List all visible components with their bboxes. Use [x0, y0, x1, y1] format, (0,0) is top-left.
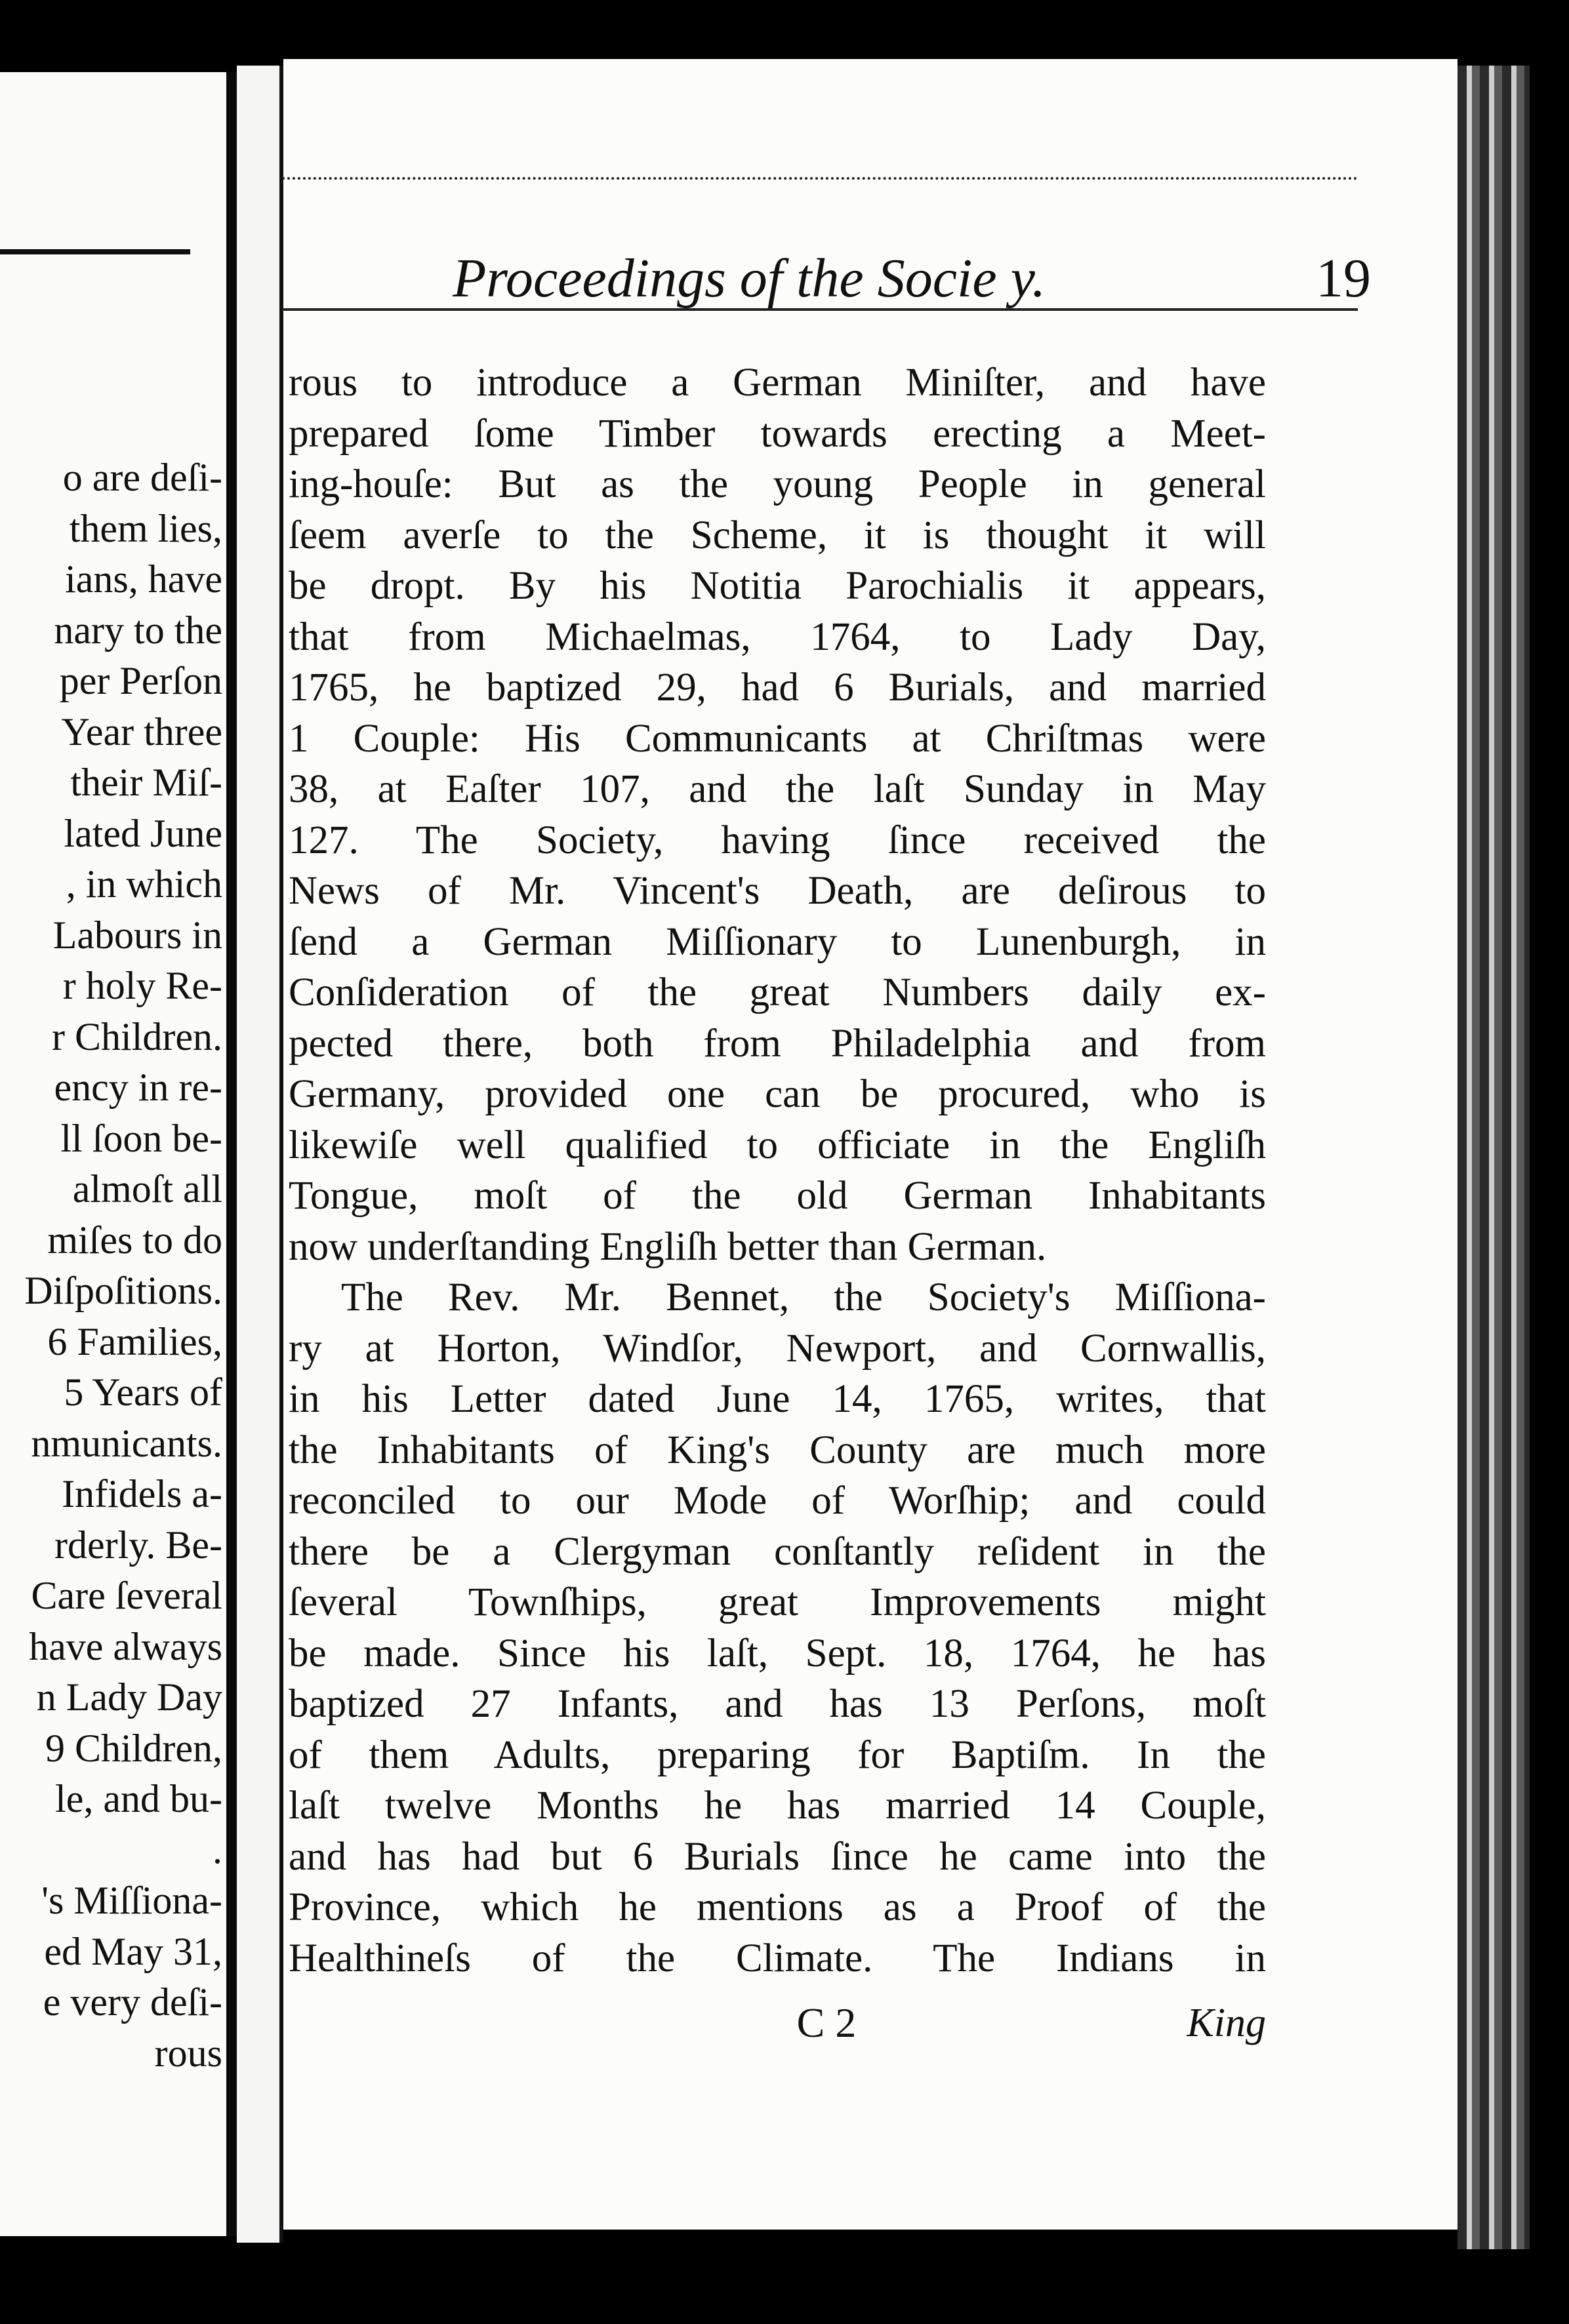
facing-page-text	[0, 452, 226, 2079]
facing-text-line: e very deſi-	[43, 1980, 222, 2024]
page-edges	[1457, 66, 1530, 2249]
signature-mark: C 2	[796, 1999, 857, 2046]
text-line: that from Michaelmas, 1764, to Lady Day,	[289, 614, 1266, 659]
catchword: King	[1187, 2001, 1266, 2045]
text-line: The Rev. Mr. Bennet, the Society's Miſſiona-	[341, 1275, 1266, 1319]
facing-text-line: Year three	[61, 710, 222, 753]
facing-text-line: nary to the	[54, 608, 222, 652]
facing-text-line: ians, have	[65, 557, 222, 601]
facing-text-line: .	[213, 1828, 222, 1872]
facing-text-line: miſes to do	[47, 1218, 222, 1262]
facing-text-line: Care ſeveral	[31, 1574, 222, 1617]
facing-text-line: Diſpoſitions.	[24, 1269, 222, 1312]
facing-text-line: them lies,	[69, 506, 222, 550]
text-line: ſeem averſe to the Scheme, it is thought it will	[289, 513, 1266, 557]
text-line: Province, which he mentions as a Proof of the	[289, 1885, 1266, 1929]
facing-text-line: 9 Children,	[45, 1726, 222, 1770]
facing-text-line: , in which	[66, 862, 222, 906]
facing-text-line: r Children.	[52, 1014, 222, 1058]
text-line: ſend a German Miſſionary to Lunenburgh, in	[289, 919, 1266, 964]
body-text	[289, 357, 1266, 1984]
facing-text-line: 5 Years of	[64, 1371, 222, 1414]
text-line: ing-houſe: But as the young People in general	[289, 462, 1266, 506]
facing-text-line: ll ſoon be-	[60, 1116, 222, 1160]
facing-text-line: Labours in	[52, 913, 222, 957]
facing-text-line: 6 Families,	[47, 1319, 222, 1363]
facing-text-line: rous	[154, 2031, 222, 2075]
facing-text-line: their Miſ-	[70, 761, 222, 804]
text-line: Germany, provided one can be procured, who is	[289, 1072, 1266, 1116]
facing-text-line: nmunicants.	[31, 1421, 222, 1465]
text-line: laſt twelve Months he has married 14 Couple,	[289, 1784, 1266, 1828]
text-line: Conſideration of the great Numbers daily ex-	[289, 971, 1266, 1014]
facing-text-line: r holy Re-	[62, 964, 222, 1007]
text-line: there be a Clergyman conſtantly reſident in the	[289, 1529, 1266, 1574]
text-line: rous to introduce a German Miniſter, and have	[289, 361, 1266, 405]
facing-text-line: Infidels a-	[62, 1472, 222, 1515]
text-line: the Inhabitants of King's County are much more	[289, 1428, 1266, 1472]
text-line: pected there, both from Philadelphia and from	[289, 1021, 1266, 1066]
running-head: Proceedings of the Socie y.	[453, 248, 1046, 309]
header-rule-top	[282, 177, 1358, 183]
text-line: reconciled to our Mode of Worſhip; and could	[289, 1479, 1266, 1523]
gutter	[226, 72, 237, 2236]
facing-text-line: ed May 31,	[44, 1929, 222, 1973]
text-line: prepared ſome Timber towards erecting a Meet-	[289, 411, 1266, 456]
text-line: be dropt. By his Notitia Parochialis it appears,	[289, 564, 1266, 608]
facing-text-line: rderly. Be-	[54, 1523, 222, 1567]
header-rule-bottom	[282, 308, 1358, 314]
text-line: now underſtanding Engliſh better than German.	[289, 1224, 1047, 1269]
page-number: 19	[1316, 248, 1371, 309]
text-line: ſeveral Townſhips, great Improvements might	[289, 1580, 1266, 1624]
facing-text-line: per Perſon	[59, 659, 222, 702]
facing-page-rule	[0, 249, 190, 254]
text-line: Tongue, moſt of the old German Inhabitants	[289, 1174, 1266, 1218]
text-line: baptized 27 Infants, and has 13 Perſons, moſt	[289, 1682, 1266, 1726]
facing-page-fragment	[0, 72, 226, 2236]
facing-text-line: 's Miſſiona-	[41, 1879, 222, 1922]
text-line: Healthineſs of the Climate. The Indians in	[289, 1936, 1266, 1980]
text-line: News of Mr. Vincent's Death, are deſirous to	[289, 869, 1266, 913]
facing-text-line: o are deſi-	[62, 456, 222, 499]
text-line: in his Letter dated June 14, 1765, writes, that	[289, 1377, 1266, 1421]
facing-text-line: le, and bu-	[55, 1777, 222, 1820]
text-line: likewiſe well qualified to officiate in the Engliſh	[289, 1123, 1266, 1167]
facing-text-line: ency in re-	[54, 1066, 222, 1109]
facing-text-line: n Lady Day	[36, 1675, 222, 1719]
text-line: 38, at Eaſter 107, and the laſt Sunday in May	[289, 767, 1266, 811]
text-line: 1765, he baptized 29, had 6 Burials, and married	[289, 666, 1266, 710]
page-divider	[237, 66, 283, 2243]
facing-text-line: lated June	[64, 811, 222, 855]
text-line: be made. Since his laſt, Sept. 18, 1764, he has	[289, 1631, 1266, 1675]
text-line: and has had but 6 Burials ſince he came into the	[289, 1834, 1266, 1879]
facing-text-line: almoſt all	[72, 1167, 222, 1211]
text-line: of them Adults, preparing for Baptiſm. In the	[289, 1733, 1266, 1777]
text-line: 127. The Society, having ſince received the	[289, 818, 1266, 862]
facing-text-line: have always	[29, 1624, 222, 1668]
text-line: ry at Horton, Windſor, Newport, and Cornwallis,	[289, 1326, 1266, 1371]
text-line: 1 Couple: His Communicants at Chriſtmas were	[289, 716, 1266, 761]
